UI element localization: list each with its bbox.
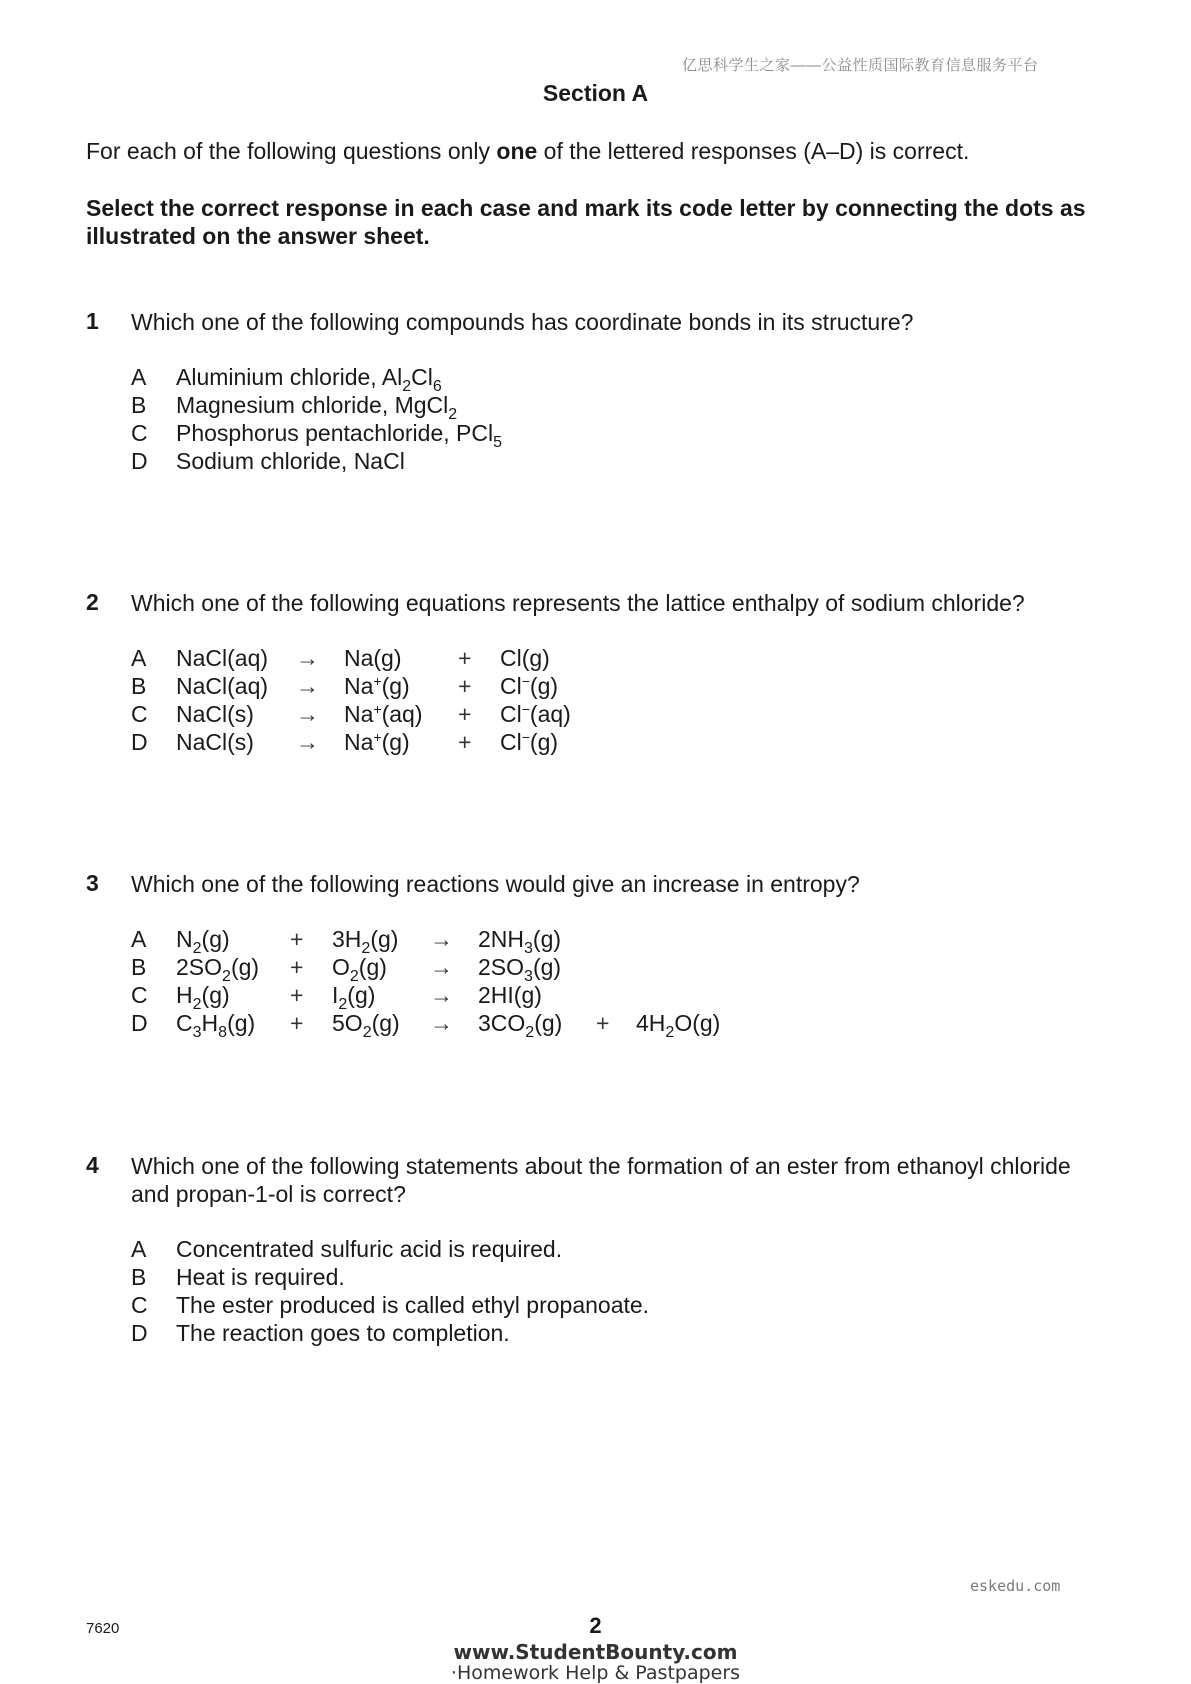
q2-c-plus: +	[458, 701, 472, 727]
question-1-number: 1	[86, 308, 99, 334]
q1-option-a: Aluminium chloride, $Al_2Cl_6$	[176, 364, 442, 395]
q3-a-plus: +	[290, 926, 304, 952]
instruction-text: Select the correct response in each case and mark its code letter by connecting the dots as illustrated on the answer sheet.	[86, 195, 1086, 249]
q1-option-d-letter: D	[131, 448, 148, 474]
question-3-number: 3	[86, 870, 99, 896]
page-number: 2	[589, 1613, 602, 1638]
q3-a-arrow: →	[430, 926, 453, 952]
q2-a-plus: +	[458, 645, 472, 671]
q2-option-b-letter: B	[131, 673, 147, 699]
q3-d-product-1: $3CO_2(g)$	[478, 1010, 563, 1041]
watermark-header: 亿思科学生之家——公益性质国际教育信息服务平台	[682, 57, 1039, 74]
q4-option-c-letter: C	[131, 1292, 148, 1318]
q2-d-reactant: NaCl(s)	[176, 729, 254, 755]
q3-b-plus: +	[290, 954, 304, 980]
q2-option-d-letter: D	[131, 729, 148, 755]
question-4-text: Which one of the following statements about the formation of an ester from ethanoyl chloride and propan-1-ol is correct?	[131, 1153, 1071, 1207]
q4-option-a-letter: A	[131, 1236, 147, 1262]
q2-d-product-1: Na+(g)	[344, 729, 410, 755]
q2-a-product-1: Na(g)	[344, 645, 402, 671]
q2-d-arrow: →	[296, 729, 319, 755]
intro-text: For each of the following questions only one of the lettered responses (A–D) is correct.	[86, 138, 970, 164]
q1-option-b: Magnesium chloride, MgCl$_2$	[176, 392, 458, 423]
q3-b-product-1: $2SO_3(g)$	[478, 954, 562, 985]
q3-b-reactant-1: $2SO_2(g)$	[176, 954, 260, 985]
q2-b-plus: +	[458, 673, 472, 699]
q3-d-reactant-2: $5O_2(g)$	[332, 1010, 400, 1041]
q3-a-product-1: $2NH_3(g)$	[478, 926, 562, 957]
q3-option-a-letter: A	[131, 926, 147, 952]
q2-a-product-2: Cl(g)	[500, 645, 550, 671]
q3-option-b-letter: B	[131, 954, 147, 980]
q2-c-product-2: Cl−(aq)	[500, 701, 571, 727]
q2-option-a-letter: A	[131, 645, 147, 671]
question-2-number: 2	[86, 589, 99, 615]
q3-c-arrow: →	[430, 982, 453, 1008]
studentbounty-url[interactable]: www.StudentBounty.com	[453, 1640, 738, 1664]
q3-b-arrow: →	[430, 954, 453, 980]
q2-c-product-1: Na+(aq)	[344, 701, 423, 727]
q2-b-product-2: Cl−(g)	[500, 673, 559, 699]
q3-d-product-2: $4H_2O(g)$	[636, 1010, 721, 1041]
q1-option-c: Phosphorus pentachloride, PCl$_5$	[176, 420, 502, 451]
q3-c-plus: +	[290, 982, 304, 1008]
q4-option-b-letter: B	[131, 1264, 147, 1290]
question-2-text: Which one of the following equations represents the lattice enthalpy of sodium chloride?	[131, 590, 1025, 616]
question-3-text: Which one of the following reactions would give an increase in entropy?	[131, 871, 860, 897]
q2-c-arrow: →	[296, 701, 319, 727]
q3-option-c-letter: C	[131, 982, 148, 1008]
q4-option-a: Concentrated sulfuric acid is required.	[176, 1236, 563, 1262]
q2-a-arrow: →	[296, 645, 319, 671]
q4-option-d-letter: D	[131, 1320, 148, 1346]
q3-a-reactant-1: $N_2(g)$	[176, 926, 230, 957]
question-1-text: Which one of the following compounds has coordinate bonds in its structure?	[131, 309, 914, 335]
q3-d-plus-1: +	[290, 1010, 304, 1036]
q1-option-a-letter: A	[131, 364, 147, 390]
q2-b-reactant: NaCl(aq)	[176, 673, 269, 699]
q4-option-d: The reaction goes to completion.	[176, 1320, 510, 1346]
studentbounty-tagline: ·Homework Help & Pastpapers	[450, 1662, 741, 1684]
paper-code: 7620	[86, 1620, 120, 1637]
q2-b-arrow: →	[296, 673, 319, 699]
q3-d-reactant-1: $C_3H_8(g)$	[176, 1010, 256, 1041]
q3-d-plus-2: +	[596, 1010, 610, 1036]
q2-c-reactant: NaCl(s)	[176, 701, 254, 727]
eskedu-watermark: eskedu.com	[970, 1577, 1061, 1595]
q2-d-product-2: Cl−(g)	[500, 729, 559, 755]
q1-option-c-letter: C	[131, 420, 148, 446]
q1-option-b-letter: B	[131, 392, 147, 418]
q2-option-c-letter: C	[131, 701, 148, 727]
q2-d-plus: +	[458, 729, 472, 755]
section-title: Section A	[542, 80, 649, 106]
question-4-number: 4	[86, 1152, 99, 1178]
q3-b-reactant-2: $O_2(g)$	[332, 954, 387, 985]
q3-c-product-1: 2HI(g)	[478, 982, 542, 1008]
q4-option-c: The ester produced is called ethyl propanoate.	[176, 1292, 650, 1318]
q2-a-reactant: NaCl(aq)	[176, 645, 269, 671]
q3-option-d-letter: D	[131, 1010, 148, 1036]
q3-c-reactant-2: $I_2(g)$	[332, 982, 376, 1013]
q3-c-reactant-1: $H_2(g)$	[176, 982, 230, 1013]
q4-option-b: Heat is required.	[176, 1264, 345, 1290]
q2-b-product-1: Na+(g)	[344, 673, 410, 699]
q1-option-d: Sodium chloride, NaCl	[176, 448, 405, 474]
q3-d-arrow: →	[430, 1010, 453, 1036]
q3-a-reactant-2: $3H_2(g)$	[332, 926, 399, 957]
